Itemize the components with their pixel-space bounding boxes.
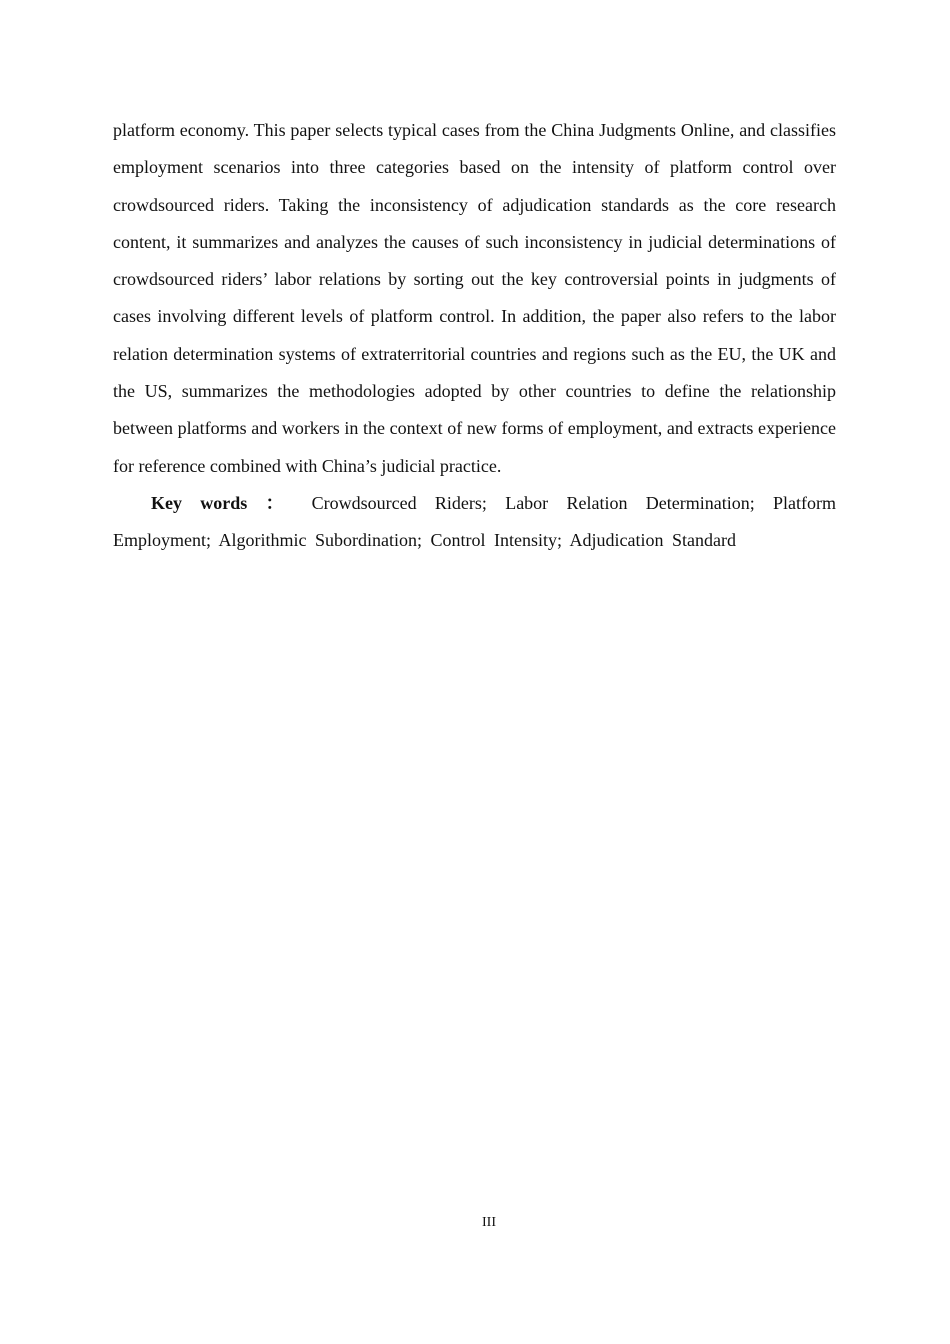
keywords-list: Crowdsourced Riders; Labor Relation Determination; Platform Employment; Algorithmic Subordination; Control Intensity; Adjudication Standard bbox=[113, 492, 836, 551]
abstract-body bbox=[113, 112, 836, 560]
abstract-paragraph: platform economy. This paper selects typical cases from the China Judgments Online, and classifies employment scenarios into three categories based on the intensity of platform control over crowdsourced riders. Taking the inconsistency of adjudication standards as the core research content, it summarizes and analyzes the causes of such inconsistency in judicial determinations of crowdsourced riders’ labor relations by sorting out the key controversial points in judgments of cases involving different levels of platform control. In addition, the paper also refers to the labor relation determination systems of extraterritorial countries and regions such as the EU, the UK and the US, summarizes the methodologies adopted by other countries to define the relationship between platforms and workers in the context of new forms of employment, and extracts experience for reference combined with China’s judicial practice. bbox=[113, 120, 836, 476]
keywords-paragraph bbox=[113, 485, 836, 560]
keywords-label: Key words ： bbox=[151, 492, 294, 513]
page-number: III bbox=[482, 1215, 496, 1230]
